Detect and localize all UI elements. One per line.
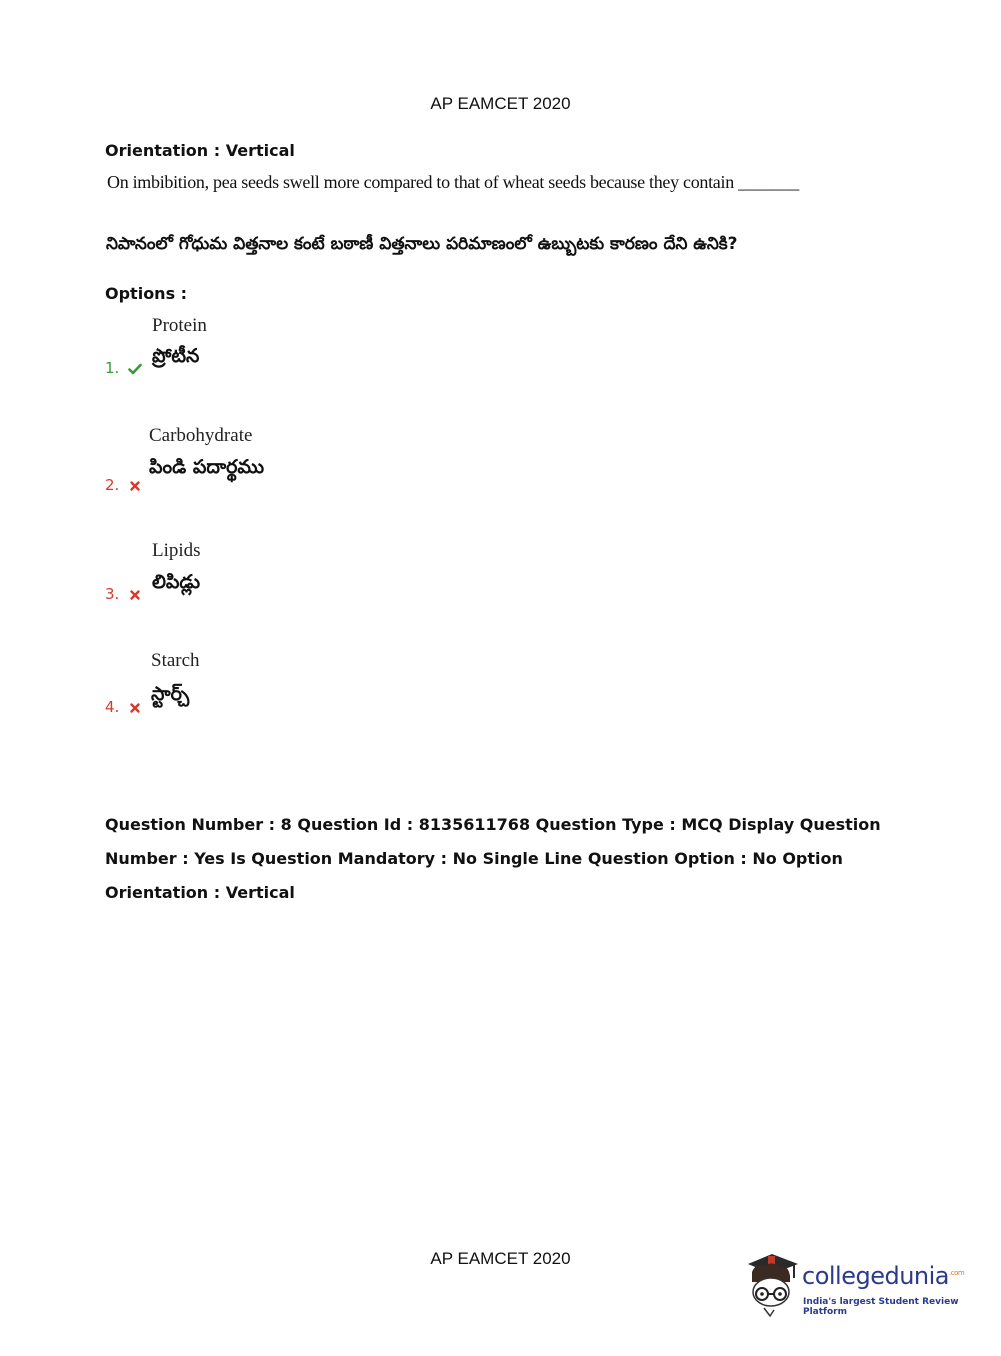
option-1-english: Protein bbox=[152, 315, 207, 336]
cross-icon bbox=[128, 701, 142, 715]
option-4-telugu: స్టార్చ్ bbox=[151, 683, 190, 705]
collegedunia-logo bbox=[742, 1248, 972, 1320]
question-meta-line-2: Number : Yes Is Question Mandatory : No Single Line Question Option : No Option bbox=[105, 849, 843, 868]
question-telugu: నిపానంలో గోధుమ విత్తనాల కంటే బఠాణీ విత్తనాలు పరిమాణంలో ఉబ్బుటకు కారణం దేని ఉనికి? bbox=[106, 234, 738, 254]
option-3-english: Lipids bbox=[152, 540, 201, 561]
option-2-english: Carbohydrate bbox=[149, 425, 253, 446]
option-1-number bbox=[105, 359, 142, 377]
page-footer: AP EAMCET 2020 bbox=[430, 1249, 571, 1268]
cross-icon bbox=[128, 588, 142, 602]
orientation-label: Orientation : Vertical bbox=[105, 141, 295, 160]
check-icon bbox=[128, 362, 142, 376]
option-4-english: Starch bbox=[151, 650, 200, 671]
option-4-number-text: 4. bbox=[105, 698, 120, 716]
option-1-number-text: 1. bbox=[105, 359, 120, 377]
option-3-telugu: లిపిడ్లు bbox=[152, 571, 201, 593]
logo-suffix: .com bbox=[949, 1269, 965, 1277]
option-3-number bbox=[105, 585, 142, 603]
cross-icon bbox=[128, 479, 142, 493]
option-1-telugu: ప్రోటీన bbox=[152, 345, 200, 367]
option-4-number bbox=[105, 698, 142, 716]
option-3-number-text: 3. bbox=[105, 585, 120, 603]
question-meta-line-3: Orientation : Vertical bbox=[105, 883, 295, 902]
logo-tagline: India's largest Student Review Platform bbox=[803, 1297, 959, 1317]
options-label: Options : bbox=[105, 284, 188, 303]
logo-wordmark bbox=[802, 1262, 964, 1290]
logo-name: collegedunia bbox=[802, 1262, 950, 1290]
page-header: AP EAMCET 2020 bbox=[430, 94, 571, 113]
option-2-number-text: 2. bbox=[105, 476, 120, 494]
question-english: On imbibition, pea seeds swell more compared to that of wheat seeds because they contain _______ bbox=[107, 172, 800, 192]
question-meta-line-1: Question Number : 8 Question Id : 8135611768 Question Type : MCQ Display Question bbox=[105, 815, 881, 834]
mascot-icon bbox=[742, 1248, 802, 1320]
option-2-telugu: పిండి పదార్థము bbox=[149, 456, 265, 478]
option-2-number bbox=[105, 476, 142, 494]
